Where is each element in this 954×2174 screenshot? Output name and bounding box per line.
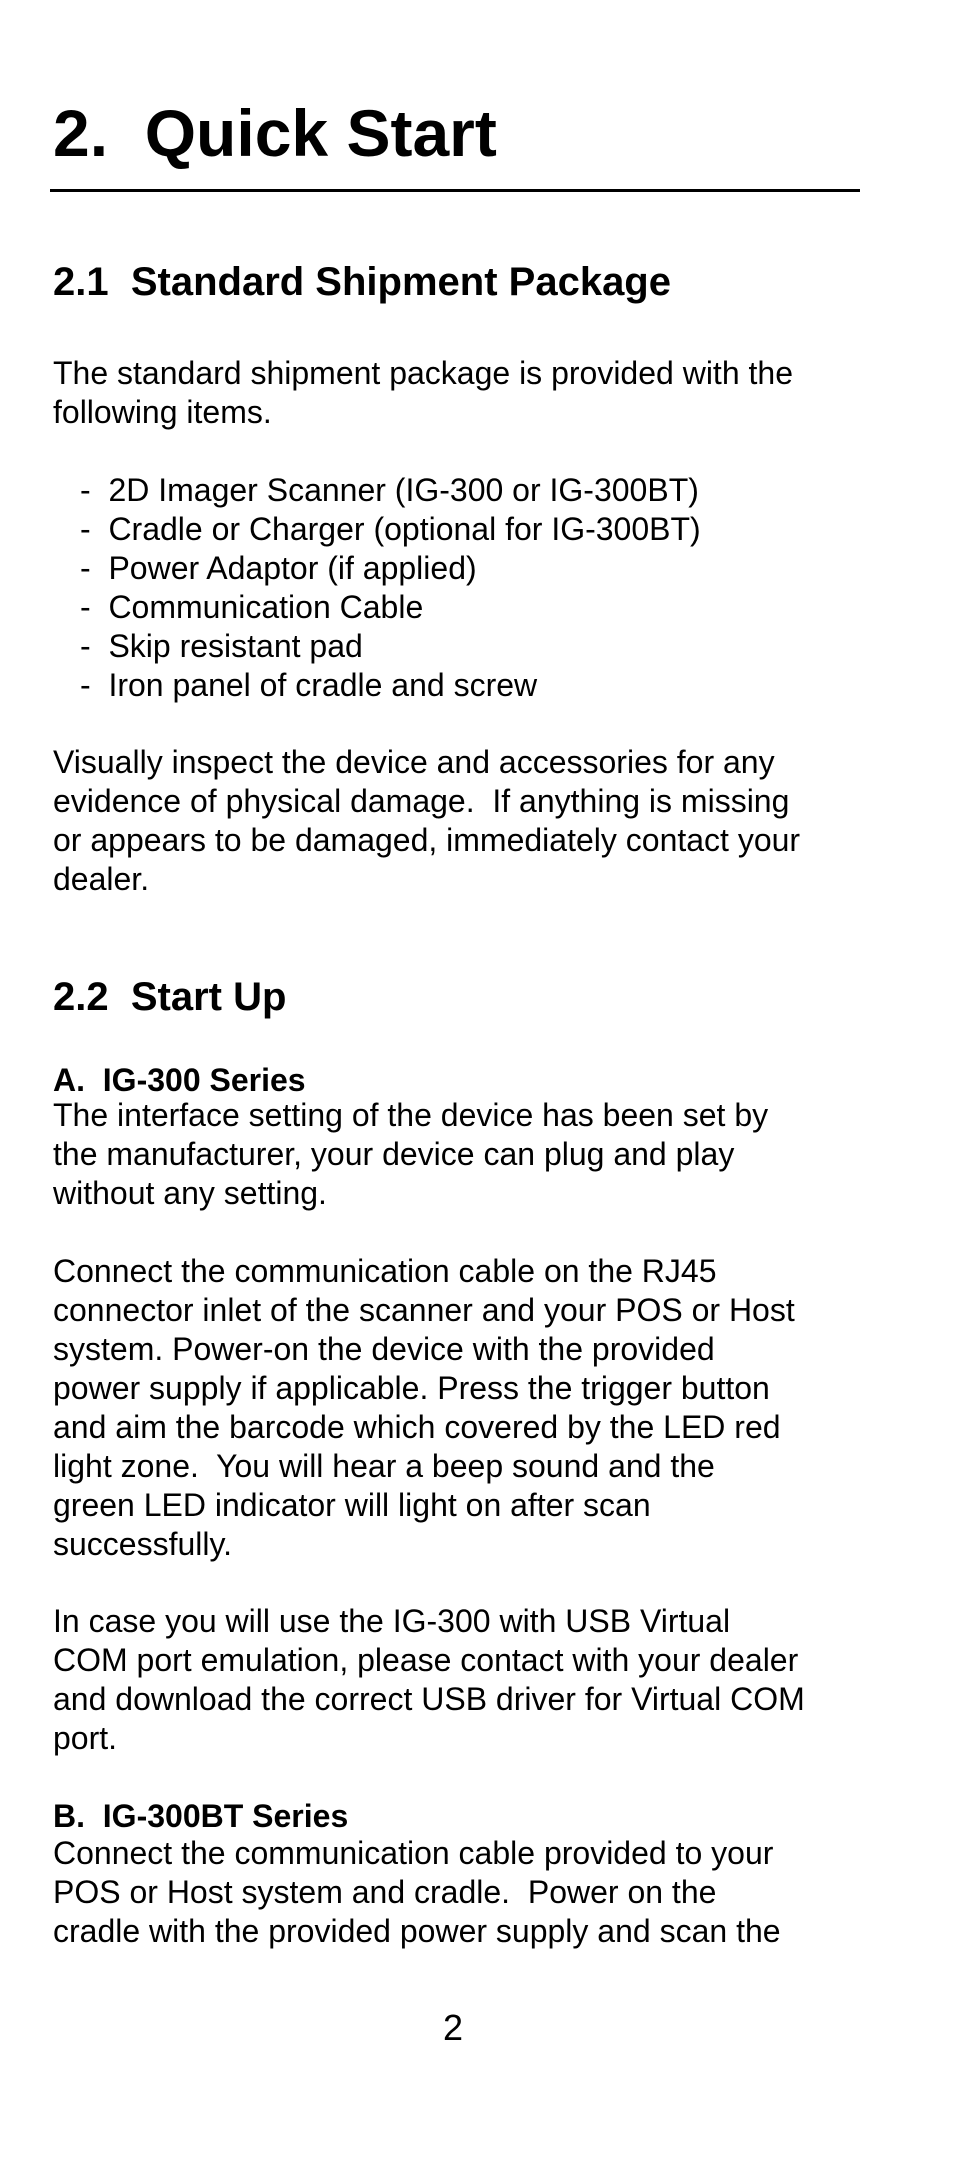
list-item: - Cradle or Charger (optional for IG-300BT) xyxy=(80,511,701,547)
list-item: - 2D Imager Scanner (IG-300 or IG-300BT) xyxy=(80,472,699,508)
inspection-paragraph xyxy=(53,743,873,899)
list-item: - Skip resistant pad xyxy=(80,628,363,664)
paragraph-line: evidence of physical damage. If anything is missing xyxy=(53,783,790,819)
paragraph-line: system. Power-on the device with the provided xyxy=(53,1331,715,1367)
paragraph-line: without any setting. xyxy=(53,1175,327,1211)
list-item: - Power Adaptor (if applied) xyxy=(80,550,477,586)
subheading-ig-300-series: A. IG-300 Series xyxy=(53,1062,306,1098)
list-item: - Communication Cable xyxy=(80,589,424,625)
paragraph-line: dealer. xyxy=(53,861,150,897)
paragraph-line: COM port emulation, please contact with your dealer xyxy=(53,1642,799,1678)
ig300-setting-paragraph xyxy=(53,1096,873,1213)
subheading-ig-300bt-series: B. IG-300BT Series xyxy=(53,1798,349,1834)
paragraph-line: Visually inspect the device and accessories for any xyxy=(53,744,775,780)
paragraph-line: the manufacturer, your device can plug and play xyxy=(53,1136,735,1172)
paragraph-line: and download the correct USB driver for Virtual COM xyxy=(53,1681,805,1717)
paragraph-line: and aim the barcode which covered by the LED red xyxy=(53,1409,781,1445)
usb-virtual-com-paragraph xyxy=(53,1602,873,1758)
paragraph-line: successfully. xyxy=(53,1526,233,1562)
paragraph-line: or appears to be damaged, immediately contact your xyxy=(53,822,801,858)
paragraph-line: power supply if applicable. Press the trigger button xyxy=(53,1370,770,1406)
shipment-item-list xyxy=(80,471,701,705)
section-heading-standard-shipment-package: 2.1 Standard Shipment Package xyxy=(53,260,671,304)
paragraph-line: In case you will use the IG-300 with USB Virtual xyxy=(53,1603,731,1639)
paragraph-line: Connect the communication cable on the RJ45 xyxy=(53,1253,717,1289)
ig300bt-connect-paragraph xyxy=(53,1834,873,1951)
paragraph-line: following items. xyxy=(53,394,272,430)
section-heading-start-up: 2.2 Start Up xyxy=(53,975,287,1019)
paragraph-line: The interface setting of the device has been set by xyxy=(53,1097,769,1133)
paragraph-line: cradle with the provided power supply and scan the xyxy=(53,1913,781,1949)
title-underline xyxy=(50,189,860,192)
paragraph-line: POS or Host system and cradle. Power on the xyxy=(53,1874,717,1910)
list-item: - Iron panel of cradle and screw xyxy=(80,667,538,703)
chapter-title: 2. Quick Start xyxy=(53,96,497,170)
paragraph-line: port. xyxy=(53,1720,118,1756)
shipment-intro-paragraph xyxy=(53,354,873,432)
ig300-connect-paragraph xyxy=(53,1252,873,1564)
paragraph-line: Connect the communication cable provided to your xyxy=(53,1835,774,1871)
paragraph-line: The standard shipment package is provided with the xyxy=(53,355,793,391)
paragraph-line: green LED indicator will light on after scan xyxy=(53,1487,651,1523)
page-number: 2 xyxy=(442,2007,464,2048)
paragraph-line: connector inlet of the scanner and your POS or Host xyxy=(53,1292,795,1328)
paragraph-line: light zone. You will hear a beep sound and the xyxy=(53,1448,715,1484)
